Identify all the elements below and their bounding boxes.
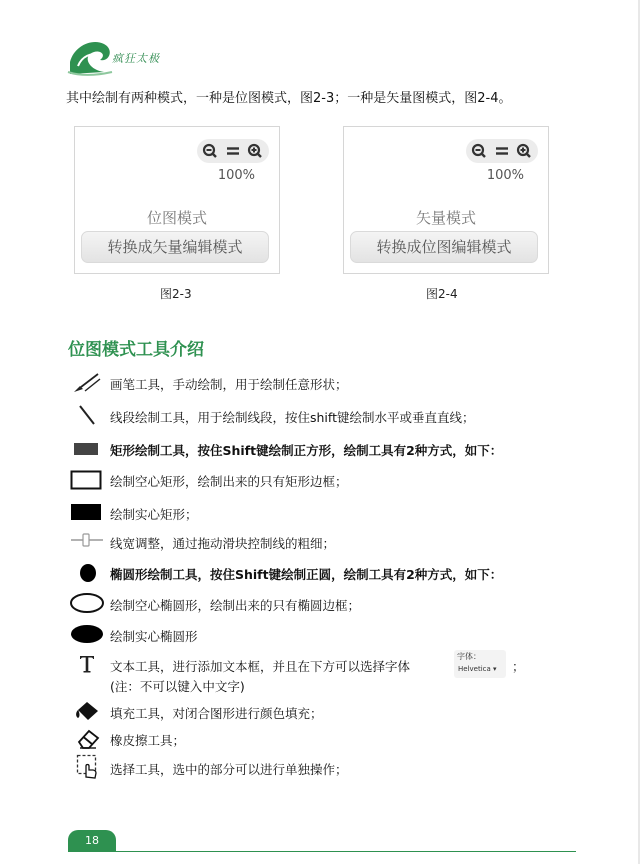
- convert-to-bitmap-button[interactable]: 转换成位图编辑模式: [350, 231, 538, 263]
- tool-description: 椭圆形绘制工具，按住Shift键绘制正圆，绘制工具有2种方式，如下：: [110, 567, 503, 582]
- mode-label: 矢量模式: [415, 209, 476, 227]
- tool-description: 选择工具，选中的部分可以进行单独操作；: [110, 762, 348, 777]
- brush-icon: [72, 372, 102, 394]
- hollow-ellipse-icon: [69, 592, 105, 614]
- zoom-out-icon[interactable]: [202, 143, 218, 159]
- zoom-reset-icon[interactable]: [494, 143, 510, 159]
- tool-description: 填充工具，对闭合图形进行颜色填充；: [110, 706, 323, 721]
- zoom-value: 100%: [217, 168, 255, 183]
- solid-rect-icon: [70, 503, 102, 521]
- figure-caption: 图2-4: [426, 287, 458, 301]
- page-number: 18: [68, 830, 116, 852]
- font-suffix: ；: [512, 659, 525, 674]
- tool-description: 绘制空心椭圆形，绘制出来的只有椭圆边框；: [110, 598, 361, 613]
- zoom-in-icon[interactable]: [247, 143, 263, 159]
- tool-description: 绘制空心矩形，绘制出来的只有矩形边框；: [110, 474, 348, 489]
- zoom-reset-icon[interactable]: [225, 143, 241, 159]
- tool-note: (注：不可以键入中文字): [110, 679, 245, 694]
- figure-caption: 图2-3: [160, 287, 192, 301]
- mode-label: 位图模式: [146, 209, 207, 227]
- text-tool-icon: [78, 654, 96, 674]
- select-tool-icon: [76, 754, 100, 780]
- tool-description: 绘制实心矩形；: [110, 507, 198, 522]
- tool-description: 线段绘制工具，用于绘制线段，按住shift键绘制水平或垂直直线；: [110, 410, 475, 425]
- tool-description: 画笔工具，手动绘制，用于绘制任意形状；: [110, 377, 348, 392]
- figure-bitmap-mode: [74, 126, 280, 274]
- figure-vector-mode: [343, 126, 549, 274]
- ellipse-tool-icon: [79, 563, 97, 583]
- tool-description: 矩形绘制工具，按住Shift键绘制正方形，绘制工具有2种方式，如下：: [110, 443, 503, 458]
- zoom-control: [197, 139, 269, 163]
- zoom-in-icon[interactable]: [516, 143, 532, 159]
- tool-description: 橡皮擦工具；: [110, 733, 186, 748]
- fill-bucket-icon: [74, 700, 102, 722]
- zoom-out-icon[interactable]: [471, 143, 487, 159]
- font-select-label: 字体：: [457, 652, 481, 661]
- brand-text: 疯狂太极: [112, 52, 160, 65]
- tool-description: 文本工具，进行添加文本框，并且在下方可以选择字体: [110, 659, 411, 674]
- font-select[interactable]: [454, 650, 506, 678]
- solid-ellipse-icon: [70, 624, 104, 644]
- line-width-slider-icon: [70, 532, 104, 548]
- line-icon: [76, 404, 98, 426]
- rect-tool-icon: [73, 442, 99, 456]
- intro-paragraph: 其中绘制有两种模式，一种是位图模式，图2-3；一种是矢量图模式，图2-4。: [66, 91, 512, 106]
- zoom-value: 100%: [486, 168, 524, 183]
- tool-description: 线宽调整，通过拖动滑块控制线的粗细；: [110, 536, 336, 551]
- section-title: 位图模式工具介绍: [68, 340, 204, 360]
- footer-divider: [68, 851, 576, 852]
- tool-description: 绘制实心椭圆形: [110, 629, 198, 644]
- zoom-control: [466, 139, 538, 163]
- hollow-rect-icon: [70, 470, 102, 490]
- convert-to-vector-button[interactable]: 转换成矢量编辑模式: [81, 231, 269, 263]
- font-select-value: Helvetica ▾: [458, 665, 497, 673]
- eraser-icon: [76, 728, 102, 750]
